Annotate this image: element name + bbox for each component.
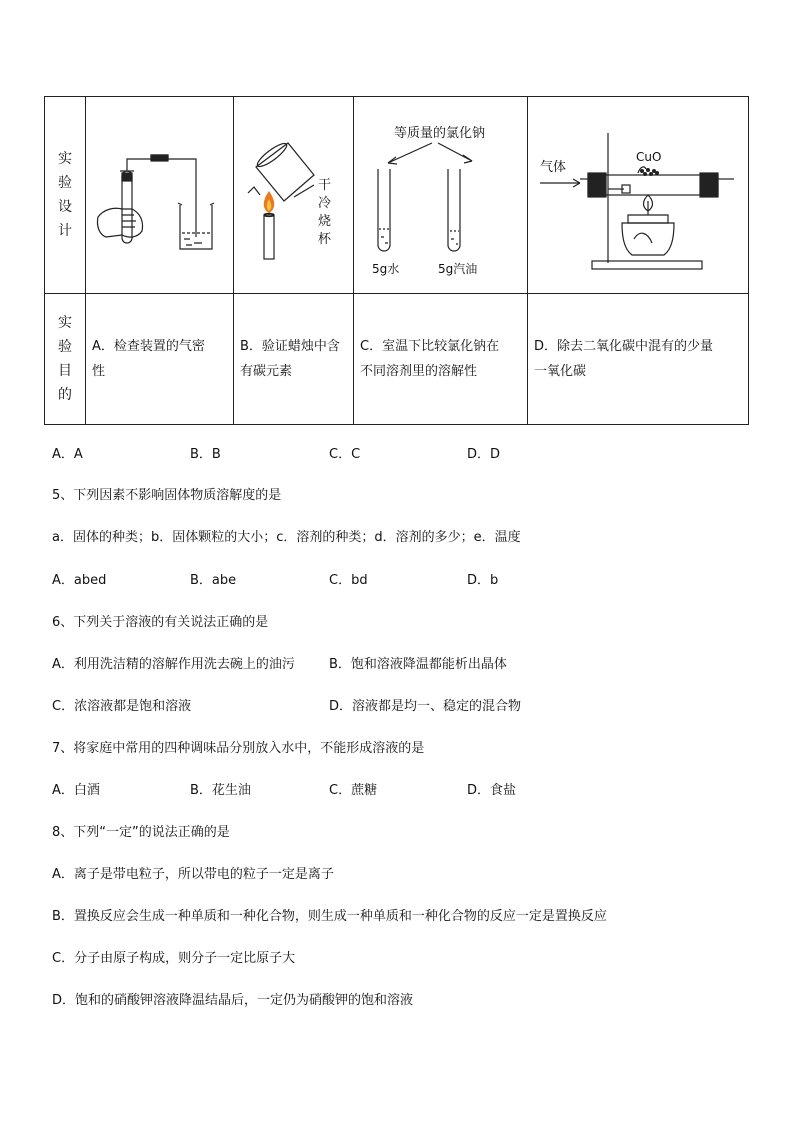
figure-d-cuo <box>528 97 749 294</box>
purpose-c <box>354 294 528 425</box>
purpose-line: 一氧化碳 <box>534 364 587 379</box>
header-char: 目 <box>58 363 72 379</box>
q8-option-a: A．离子是带电粒子，所以带电的粒子一定是离子 <box>52 867 334 882</box>
q7-stem: 7、将家庭中常用的四种调味品分别放入水中，不能形成溶液的是 <box>52 741 425 756</box>
q7-option-a: A．白酒 <box>52 783 100 798</box>
q5-option-c: C．bd <box>329 573 368 588</box>
cuo-label: CuO <box>636 150 662 164</box>
purpose-line: C．室温下比较氯化钠在 <box>360 339 500 354</box>
header-char: 计 <box>58 223 72 239</box>
header-char: 验 <box>58 339 72 355</box>
purpose-header <box>45 294 86 425</box>
figure-b-candle <box>234 97 354 294</box>
gas-label: 气体 <box>540 160 567 175</box>
sodium-chloride-label: 等质量的氯化钠 <box>394 126 486 141</box>
q4-option-b: B．B <box>190 447 221 462</box>
q8-option-c: C．分子由原子构成，则分子一定比原子大 <box>52 951 296 966</box>
purpose-d <box>528 294 749 425</box>
beaker-label-char: 冷 <box>318 196 332 211</box>
q6-option-d: D．溶液都是均一、稳定的混合物 <box>329 699 522 714</box>
q6-option-c: C．浓溶液都是饱和溶液 <box>52 699 192 714</box>
candle-beaker-diagram <box>234 97 354 289</box>
q8-option-d: D．饱和的硝酸钾溶液降温结晶后，一定仍为硝酸钾的饱和溶液 <box>52 993 414 1008</box>
q8-stem: 8、下列“一定”的说法正确的是 <box>52 825 230 840</box>
q6-option-a: A．利用洗洁精的溶解作用洗去碗上的油污 <box>52 657 295 672</box>
design-header <box>45 97 86 294</box>
figure-c-solubility <box>354 97 528 294</box>
water-label: 5g水 <box>372 262 400 276</box>
beaker-label-char: 干 <box>318 178 332 193</box>
purpose-line: B．验证蜡烛中含 <box>240 339 340 354</box>
q5-option-d: D．b <box>467 573 499 588</box>
q7-option-d: D．食盐 <box>467 783 517 798</box>
purpose-b <box>234 294 354 425</box>
airtightness-apparatus-diagram <box>86 97 234 289</box>
q7-option-b: B．花生油 <box>190 783 251 798</box>
q8-option-b: B．置换反应会生成一种单质和一种化合物，则生成一种单质和一种化合物的反应一定是置换反应 <box>52 909 607 924</box>
header-char: 的 <box>58 387 72 403</box>
purpose-line: 有碳元素 <box>240 364 293 379</box>
experiment-table <box>44 96 749 425</box>
gasoline-label: 5g汽油 <box>438 262 478 276</box>
copper-oxide-reduction-diagram <box>528 97 749 289</box>
header-char: 实 <box>58 315 72 331</box>
q6-option-b: B．饱和溶液降温都能析出晶体 <box>329 657 507 672</box>
purpose-line: A．检查装置的气密 <box>92 339 205 354</box>
purpose-line: D．除去二氧化碳中混有的少量 <box>534 339 714 354</box>
header-char: 实 <box>58 151 72 167</box>
purpose-line: 性 <box>92 364 106 379</box>
q4-option-d: D．D <box>467 447 501 462</box>
q6-stem: 6、下列关于溶液的有关说法正确的是 <box>52 615 269 630</box>
purpose-row <box>45 294 749 425</box>
header-char: 设 <box>58 199 72 215</box>
solubility-test-tubes-diagram <box>354 97 528 289</box>
purpose-line: 不同溶剂里的溶解性 <box>360 364 478 379</box>
q7-option-c: C．蔗糖 <box>329 783 378 798</box>
q5-factors: a．固体的种类；b．固体颗粒的大小；c．溶剂的种类；d．溶剂的多少；e．温度 <box>52 530 521 545</box>
q5-option-a: A．abed <box>52 573 107 588</box>
q5-option-b: B．abe <box>190 573 237 588</box>
q5-stem: 5、下列因素不影响固体物质溶解度的是 <box>52 488 282 503</box>
q4-option-a: A．A <box>52 447 83 462</box>
header-char: 验 <box>58 175 72 191</box>
purpose-a <box>86 294 234 425</box>
beaker-label-char: 杯 <box>318 232 332 247</box>
q4-option-c: C．C <box>329 447 361 462</box>
beaker-label-char: 烧 <box>318 214 332 229</box>
design-row <box>45 97 749 294</box>
figure-a-airtightness <box>86 97 234 294</box>
